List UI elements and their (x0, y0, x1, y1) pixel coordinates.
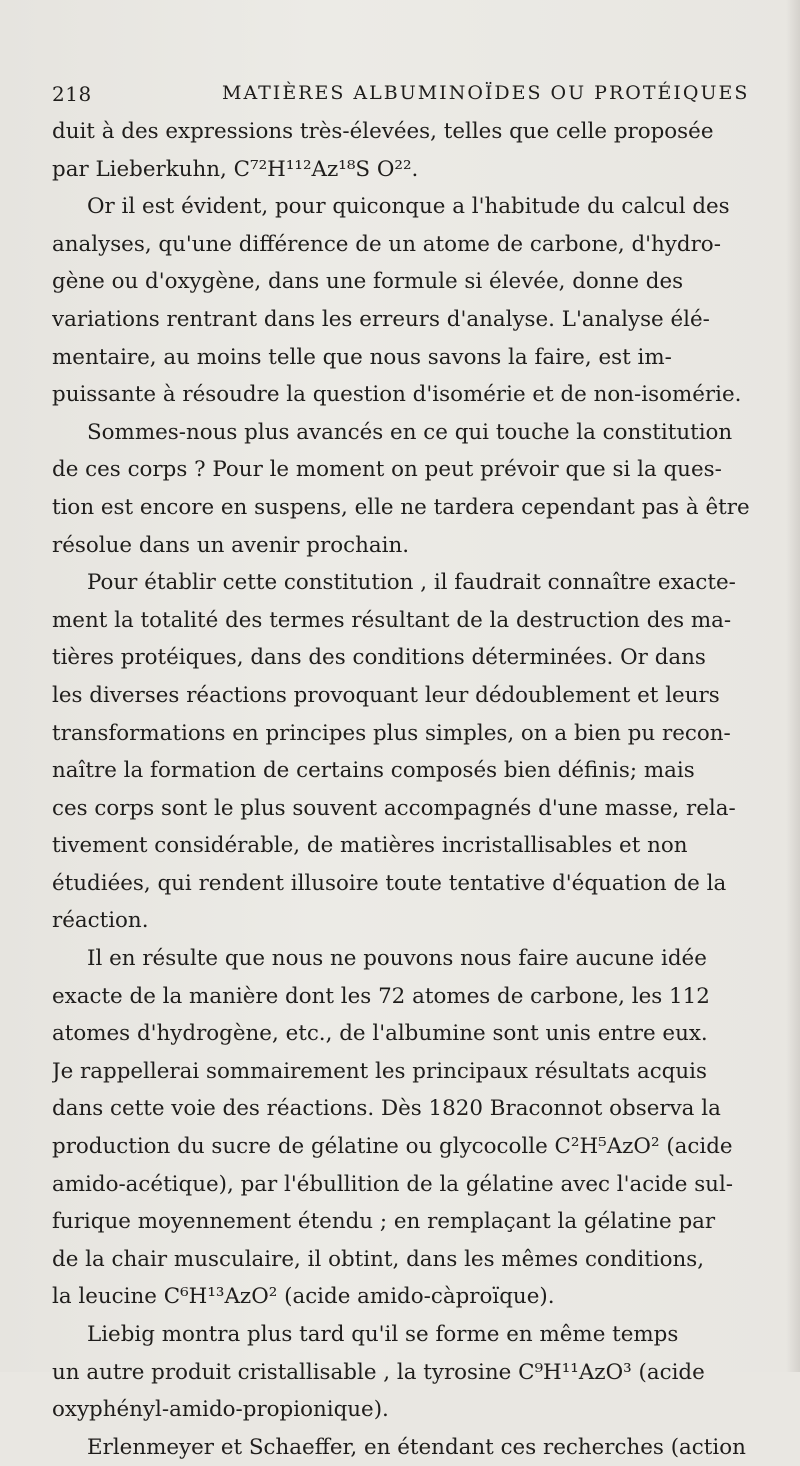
text-line: Erlenmeyer et Schaeffer, en étendant ces recherches (action (87, 1434, 746, 1460)
text-line: un autre produit cristallisable , la tyrosine C⁹H¹¹AzO³ (acide (52, 1359, 705, 1385)
page-header (52, 82, 782, 114)
text-line: transformations en principes plus simples, on a bien pu recon- (52, 720, 731, 746)
text-line: les diverses réactions provoquant leur dédoublement et leurs (52, 682, 720, 708)
text-line: ment la totalité des termes résultant de la destruction des ma- (52, 607, 732, 633)
page-number: 218 (52, 82, 92, 106)
page-edge-shadow (786, 0, 800, 1372)
text-line: analyses, qu'une différence de un atome de carbone, d'hydro- (52, 231, 721, 257)
text-line: tières protéiques, dans des conditions déterminées. Or dans (52, 645, 706, 671)
text-line: ces corps sont le plus souvent accompagnés d'une masse, rela- (52, 795, 736, 821)
text-line: Pour établir cette constitution , il faudrait connaître exacte- (87, 570, 736, 596)
text-line: de ces corps ? Pour le moment on peut prévoir que si la ques- (52, 457, 722, 483)
text-line: Sommes-nous plus avancés en ce qui touche la constitution (87, 419, 733, 445)
body-text (52, 113, 792, 1466)
text-line: duit à des expressions très-élevées, telles que celle proposée (52, 119, 714, 144)
text-line: Liebig montra plus tard qu'il se forme en même temps (87, 1322, 679, 1347)
text-line: atomes d'hydrogène, etc., de l'albumine sont unis entre eux. (52, 1021, 708, 1047)
text-line: mentaire, au moins telle que nous savons la faire, est im- (52, 344, 672, 370)
text-line: de la chair musculaire, il obtint, dans les mêmes conditions, (52, 1246, 705, 1272)
text-line: variations rentrant dans les erreurs d'analyse. L'analyse élé- (52, 306, 710, 332)
text-line: dans cette voie des réactions. Dès 1820 Braconnot observa la (52, 1096, 721, 1122)
text-line: tivement considérable, de matières incristallisables et non (52, 833, 688, 859)
text-line: par Lieberkuhn, C⁷²H¹¹²Az¹⁸S O²². (52, 156, 419, 182)
text-line: naître la formation de certains composés bien définis; mais (52, 758, 695, 784)
text-line: gène ou d'oxygène, dans une formule si élevée, donne des (52, 269, 684, 295)
text-line: oxyphényl-amido-propionique). (52, 1397, 389, 1423)
text-line: tion est encore en suspens, elle ne tardera cependant pas à être (52, 494, 750, 520)
text-line: amido-acétique), par l'ébullition de la gélatine avec l'acide sul- (52, 1171, 734, 1197)
text-line: furique moyennement étendu ; en remplaçant la gélatine par (52, 1209, 716, 1235)
text-line: étudiées, qui rendent illusoire toute tentative d'équation de la (52, 870, 727, 896)
text-line: puissante à résoudre la question d'isomérie et de non-isomérie. (52, 382, 742, 408)
running-title: MATIÈRES ALBUMINOÏDES OU PROTÉIQUES (222, 82, 750, 104)
text-line: Or il est évident, pour quiconque a l'habitude du calcul des (87, 194, 730, 220)
text-line: la leucine C⁶H¹³AzO² (acide amido-càproïque). (52, 1284, 555, 1310)
text-line: Je rappellerai sommairement les principaux résultats acquis (52, 1058, 707, 1084)
text-line: production du sucre de gélatine ou glycocolle C²H⁵AzO² (acide (52, 1134, 733, 1160)
text-line: résolue dans un avenir prochain. (52, 532, 410, 558)
text-line: Il en résulte que nous ne pouvons nous faire aucune idée (87, 946, 707, 972)
text-line: exacte de la manière dont les 72 atomes de carbone, les 112 (52, 983, 710, 1009)
text-line: réaction. (52, 908, 149, 934)
